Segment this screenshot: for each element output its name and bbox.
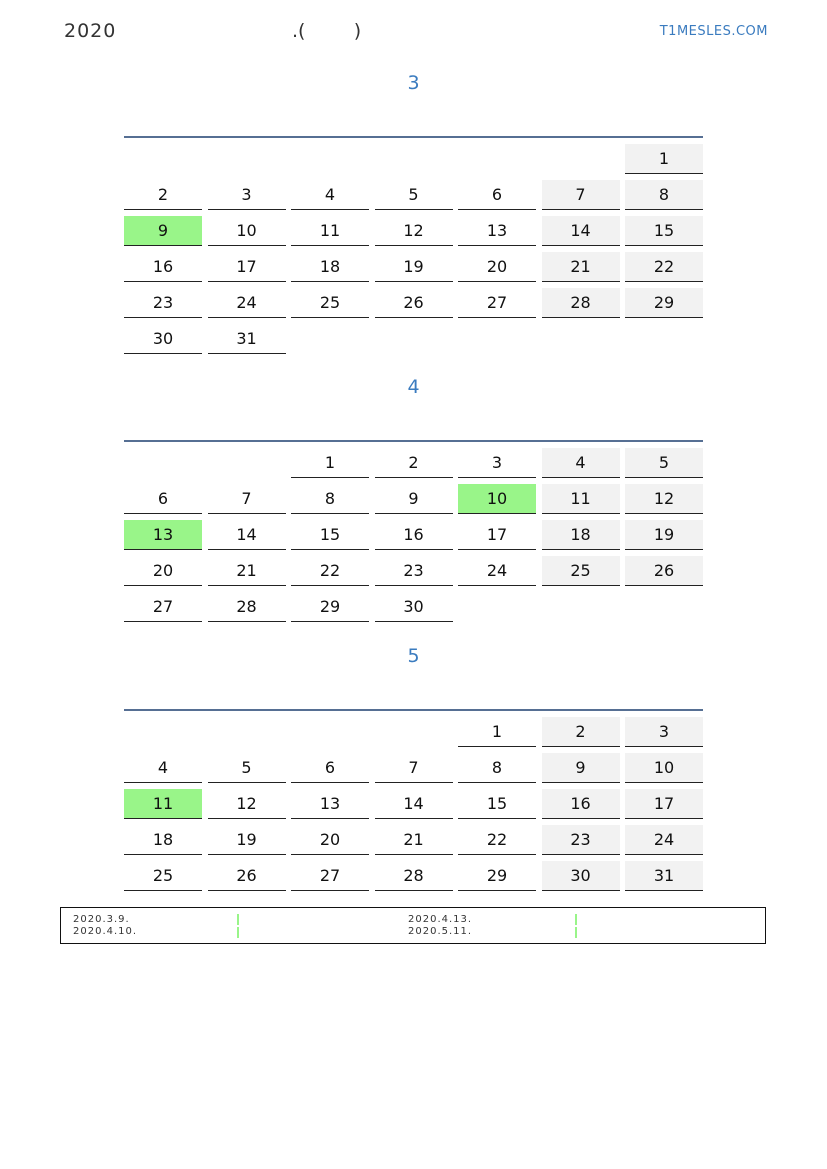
day-cell: 20 xyxy=(291,825,369,855)
day-cell: 2 xyxy=(124,180,202,210)
day-cell: 1 xyxy=(291,448,369,478)
day-cell: 26 xyxy=(625,556,703,586)
day-cell: 18 xyxy=(542,520,620,550)
day-cell: 9 xyxy=(124,216,202,246)
day-cell: 5 xyxy=(625,448,703,478)
day-cell: 29 xyxy=(625,288,703,318)
day-cell: 2 xyxy=(542,717,620,747)
day-cell: 5 xyxy=(208,753,286,783)
day-cell: 27 xyxy=(458,288,536,318)
legend-item: 2020.4.13. xyxy=(408,914,473,925)
day-cell: 15 xyxy=(291,520,369,550)
day-cell: 14 xyxy=(208,520,286,550)
day-cell: 5 xyxy=(375,180,453,210)
year-title: 2020 xyxy=(64,20,117,42)
day-cell: 16 xyxy=(375,520,453,550)
day-cell: 23 xyxy=(542,825,620,855)
day-cell: 31 xyxy=(625,861,703,891)
day-cell: 19 xyxy=(375,252,453,282)
day-cell: 21 xyxy=(375,825,453,855)
day-cell: 13 xyxy=(124,520,202,550)
month-rule xyxy=(124,136,703,138)
day-cell: 21 xyxy=(542,252,620,282)
day-cell: 26 xyxy=(375,288,453,318)
legend-item: 2020.3.9. xyxy=(73,914,130,925)
day-cell: 16 xyxy=(542,789,620,819)
day-cell: 29 xyxy=(458,861,536,891)
month-title: 4 xyxy=(407,376,420,398)
day-cell: 17 xyxy=(625,789,703,819)
day-cell: 6 xyxy=(124,484,202,514)
month-rule xyxy=(124,709,703,711)
day-cell: 13 xyxy=(291,789,369,819)
day-cell: 22 xyxy=(291,556,369,586)
day-cell: 14 xyxy=(542,216,620,246)
day-cell: 27 xyxy=(291,861,369,891)
legend-item: 2020.5.11. xyxy=(408,926,473,937)
day-cell: 10 xyxy=(625,753,703,783)
day-cell: 24 xyxy=(458,556,536,586)
month-title: 5 xyxy=(407,645,420,667)
day-cell: 3 xyxy=(458,448,536,478)
header-subtitle: .( ) xyxy=(292,20,362,42)
day-cell: 11 xyxy=(542,484,620,514)
day-cell: 20 xyxy=(458,252,536,282)
day-cell: 14 xyxy=(375,789,453,819)
legend-marker xyxy=(237,927,239,938)
day-cell: 19 xyxy=(208,825,286,855)
day-cell: 6 xyxy=(291,753,369,783)
day-cell: 17 xyxy=(458,520,536,550)
day-cell: 1 xyxy=(625,144,703,174)
day-cell: 24 xyxy=(625,825,703,855)
day-cell: 15 xyxy=(625,216,703,246)
day-cell: 30 xyxy=(124,324,202,354)
day-cell: 4 xyxy=(542,448,620,478)
day-cell: 1 xyxy=(458,717,536,747)
legend-marker xyxy=(237,914,239,925)
day-cell: 24 xyxy=(208,288,286,318)
day-cell: 7 xyxy=(208,484,286,514)
day-cell: 20 xyxy=(124,556,202,586)
day-cell: 7 xyxy=(375,753,453,783)
day-cell: 8 xyxy=(291,484,369,514)
day-cell: 21 xyxy=(208,556,286,586)
day-cell: 18 xyxy=(291,252,369,282)
day-cell: 6 xyxy=(458,180,536,210)
day-cell: 17 xyxy=(208,252,286,282)
day-cell: 19 xyxy=(625,520,703,550)
day-cell: 22 xyxy=(625,252,703,282)
day-cell: 8 xyxy=(458,753,536,783)
day-cell: 7 xyxy=(542,180,620,210)
day-cell: 22 xyxy=(458,825,536,855)
day-cell: 28 xyxy=(208,592,286,622)
day-cell: 3 xyxy=(625,717,703,747)
legend-marker xyxy=(575,927,577,938)
day-cell: 4 xyxy=(124,753,202,783)
day-cell: 8 xyxy=(625,180,703,210)
day-cell: 31 xyxy=(208,324,286,354)
day-cell: 26 xyxy=(208,861,286,891)
day-cell: 16 xyxy=(124,252,202,282)
month-rule xyxy=(124,440,703,442)
day-cell: 25 xyxy=(124,861,202,891)
page-header xyxy=(64,20,768,46)
day-cell: 10 xyxy=(208,216,286,246)
day-cell: 18 xyxy=(124,825,202,855)
day-cell: 27 xyxy=(124,592,202,622)
day-cell: 12 xyxy=(208,789,286,819)
day-cell: 30 xyxy=(542,861,620,891)
day-cell: 23 xyxy=(124,288,202,318)
day-cell: 29 xyxy=(291,592,369,622)
day-cell: 13 xyxy=(458,216,536,246)
site-link[interactable]: T1MESLES.COM xyxy=(659,24,768,39)
day-cell: 9 xyxy=(542,753,620,783)
day-cell: 12 xyxy=(375,216,453,246)
day-cell: 28 xyxy=(375,861,453,891)
legend-item: 2020.4.10. xyxy=(73,926,138,937)
month-title: 3 xyxy=(407,72,420,94)
day-cell: 25 xyxy=(291,288,369,318)
day-cell: 15 xyxy=(458,789,536,819)
day-cell: 10 xyxy=(458,484,536,514)
day-cell: 28 xyxy=(542,288,620,318)
day-cell: 30 xyxy=(375,592,453,622)
day-cell: 23 xyxy=(375,556,453,586)
day-cell: 2 xyxy=(375,448,453,478)
day-cell: 12 xyxy=(625,484,703,514)
holiday-legend xyxy=(60,907,766,944)
day-cell: 9 xyxy=(375,484,453,514)
day-cell: 25 xyxy=(542,556,620,586)
day-cell: 11 xyxy=(291,216,369,246)
day-cell: 4 xyxy=(291,180,369,210)
legend-marker xyxy=(575,914,577,925)
day-cell: 11 xyxy=(124,789,202,819)
day-cell: 3 xyxy=(208,180,286,210)
